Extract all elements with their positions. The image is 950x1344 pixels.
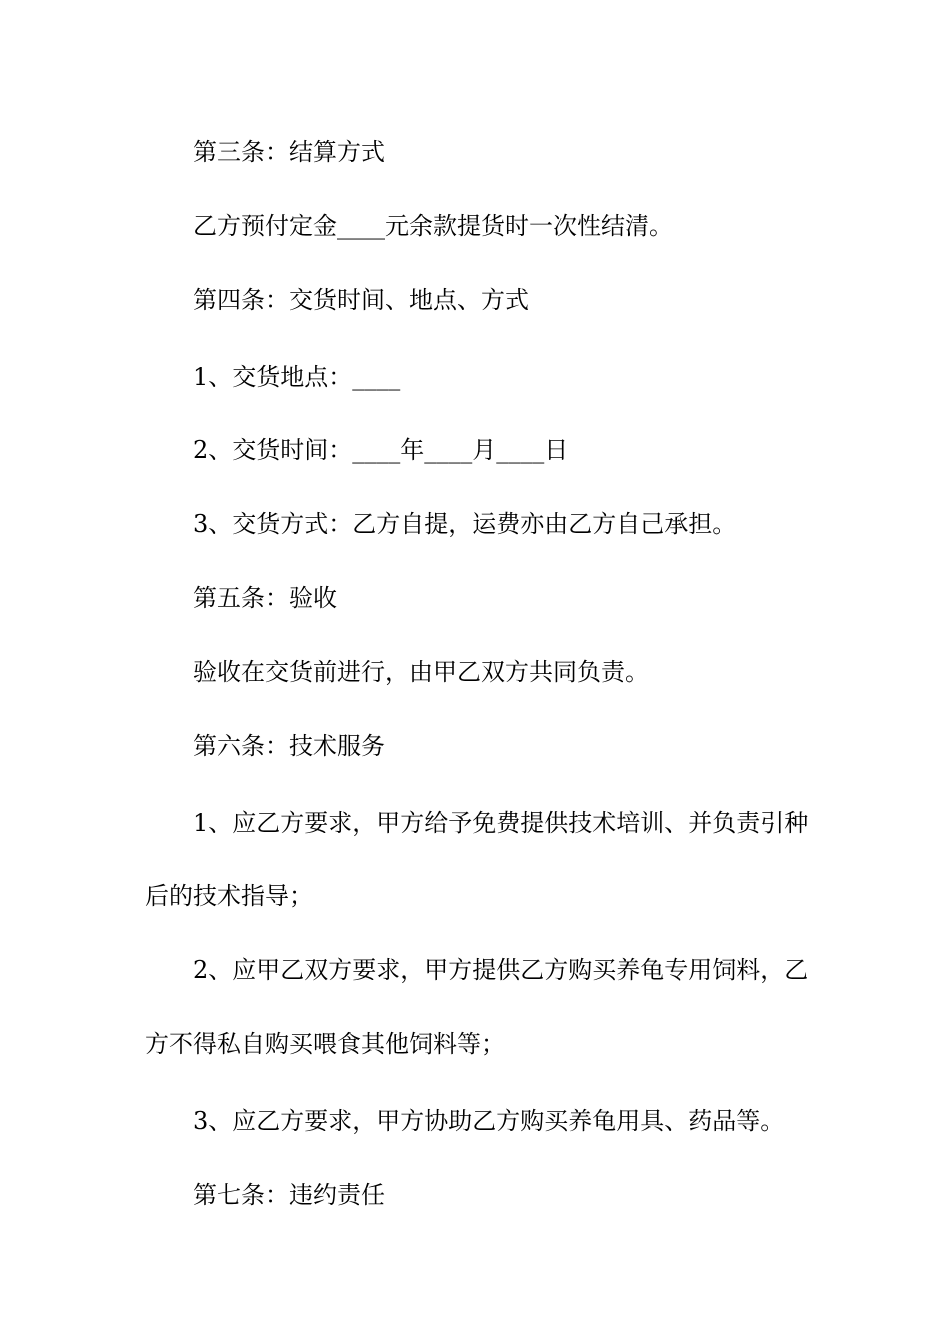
tech-service-item-3: 3、应乙方要求，甲方协助乙方购买养龟用具、药品等。: [193, 1107, 785, 1135]
delivery-location: 1、交货地点：____: [193, 363, 401, 391]
article-5-heading: 第五条：验收: [193, 584, 337, 612]
article-6-heading: 第六条：技术服务: [193, 732, 385, 760]
delivery-method: 3、交货方式：乙方自提，运费亦由乙方自己承担。: [193, 510, 737, 538]
tech-service-item-1: 1、应乙方要求，甲方给予免费提供技术培训、并负责引种: [193, 809, 809, 837]
tech-service-item-2: 2、应甲乙双方要求，甲方提供乙方购买养龟专用饲料，乙: [193, 956, 809, 984]
payment-terms: 乙方预付定金____元余款提货时一次性结清。: [193, 212, 673, 240]
article-7-heading: 第七条：违约责任: [193, 1181, 385, 1209]
tech-service-item-1-cont: 后的技术指导；: [145, 882, 313, 910]
delivery-time: 2、交货时间：____年____月____日: [193, 436, 569, 464]
article-3-heading: 第三条：结算方式: [193, 138, 385, 166]
acceptance-terms: 验收在交货前进行，由甲乙双方共同负责。: [193, 658, 649, 686]
tech-service-item-2-cont: 方不得私自购买喂食其他饲料等；: [145, 1030, 505, 1058]
article-4-heading: 第四条：交货时间、地点、方式: [193, 286, 529, 314]
